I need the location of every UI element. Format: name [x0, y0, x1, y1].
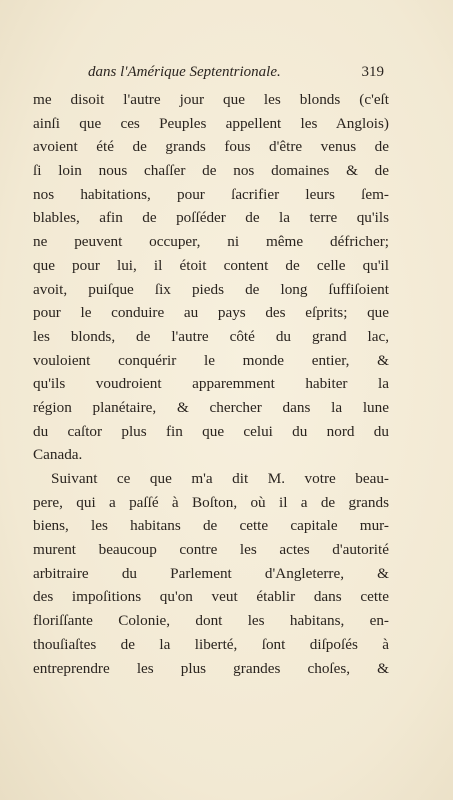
text-line: pour le conduire au pays des eſprits; que [33, 304, 389, 322]
text-line: vouloient conquérir le monde entier, & [33, 351, 389, 369]
text-line: les blonds, de l'autre côté du grand lac, [33, 327, 389, 345]
text-line: blables, afin de poſſéder de la terre qu'ils [33, 209, 389, 227]
text-line: qu'ils voudroient apparemment habiter la [33, 375, 389, 393]
text-line: région planétaire, & chercher dans la lune [33, 398, 389, 416]
text-line: Suivant ce que m'a dit M. votre beau- [51, 470, 389, 487]
text-line: ne peuvent occuper, ni même défricher; [33, 233, 389, 251]
page-number: 319 [361, 64, 384, 80]
text-line: nos habitations, pour ſacrifier leurs ſem- [33, 185, 389, 203]
text-line: Canada. [33, 446, 83, 464]
text-line: entreprendre les plus grandes choſes, & [33, 659, 389, 677]
text-line: ainſi que ces Peuples appellent les Anglois) [33, 114, 389, 132]
text-line: que pour lui, il étoit content de celle qu'il [33, 256, 389, 274]
text-line: avoit, puiſque ſix pieds de long ſuffiſoient [33, 280, 389, 298]
text-line: pere, qui a paſſé à Boſton, où il a de grands [33, 493, 389, 511]
text-line: biens, les habitans de cette capitale mur- [33, 517, 389, 535]
text-line: du caſtor plus fin que celui du nord du [33, 422, 389, 440]
text-line: ſi loin nous chaſſer de nos domaines & de [33, 162, 389, 180]
text-line: murent beaucoup contre les actes d'autorité [33, 541, 389, 559]
text-line: thouſiaſtes de la liberté, ſont diſpoſés à [33, 635, 389, 653]
text-line: me disoit l'autre jour que les blonds (c'eſt [33, 91, 389, 108]
running-head-title: dans l'Amérique Septentrionale. [88, 64, 281, 80]
body-text [33, 88, 389, 680]
text-line: arbitraire du Parlement d'Angleterre, & [33, 564, 389, 582]
text-line: floriſſante Colonie, dont les habitans, en- [33, 612, 389, 630]
text-line: des impoſitions qu'on veut établir dans cette [33, 588, 389, 606]
text-line: avoient été de grands fous d'être venus de [33, 138, 389, 156]
